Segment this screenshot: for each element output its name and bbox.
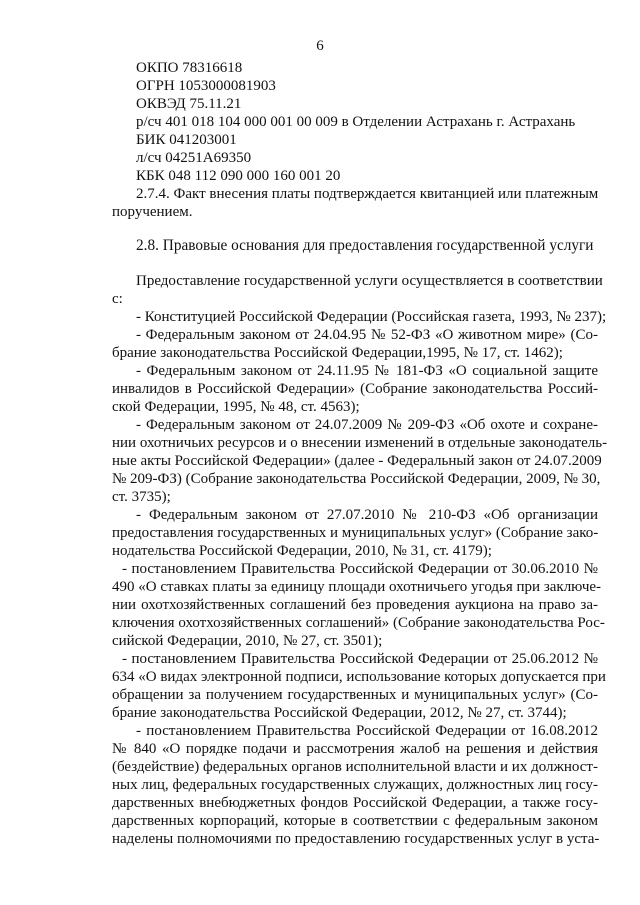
intro-line: Предоставление государственной услуги осуществляется в соответствии [136,273,603,289]
legal-item-line: брание законодательства Российской Федерации,1995, № 17, ст. 1462); [112,345,563,361]
legal-item-line: - Федеральным законом от 24.04.95 № 52-ФЗ «О животном мире» (Со- [136,327,598,343]
legal-item-line: нии охотхозяйственных соглашений без проведения аукциона на право за- [112,597,598,613]
page-number: 6 [316,38,324,54]
legal-item-line: обращении за получением государственных и муниципальных услуг» (Со- [112,687,598,703]
legal-item-line: ст. 3735); [112,489,171,505]
legal-item-line: - постановлением Правительства Российской Федерации от 30.06.2010 № [122,561,598,577]
clause-text-line: 2.7.4. Факт внесения платы подтверждается квитанцией или платежным [136,186,599,202]
legal-item-line: нодательства Российской Федерации, 2010, № 31, ст. 4179); [112,543,492,559]
requisite-okpo: ОКПО 78316618 [136,60,243,76]
legal-item-line: № 840 «О порядке подачи и рассмотрения жалоб на решения и действия [112,741,598,757]
legal-item-line: ные акты Российской Федерации» (далее - Федеральный закон от 24.07.2009 [112,453,602,469]
legal-item-line: предоставления государственных и муниципальных услуг» (Собрание зако- [112,525,599,541]
legal-item-line: - Федеральным законом от 24.11.95 № 181-ФЗ «О социальной защите [136,363,598,379]
legal-item-line: - Федеральным законом от 27.07.2010 № 210-ФЗ «Об организации [136,507,598,523]
requisite-ogrn: ОГРН 1053000081903 [136,78,276,94]
legal-item-line: сийской Федерации, 2010, № 27, ст. 3501); [112,633,383,649]
legal-item-line: - постановлением Правительства Российской Федерации от 16.08.2012 [136,723,598,739]
legal-item-line: инвалидов в Российской Федерации» (Собрание законодательства Россий- [112,381,598,397]
clause-text-line: поручением. [112,204,193,220]
legal-item-line: - постановлением Правительства Российской Федерации от 25.06.2012 № [122,651,598,667]
legal-item-line: дарственных корпораций, которые в соответствии с федеральным законом [112,813,598,829]
requisite-personal-account: л/сч 04251А69350 [136,150,252,166]
requisite-account: р/сч 401 018 104 000 001 00 009 в Отделении Астрахань г. Астрахань [136,114,576,130]
legal-item-line: № 209-ФЗ) (Собрание законодательства Российской Федерации, 2009, № 30, [112,471,601,487]
legal-item-line: 490 «О ставках платы за единицу площади охотничьего угодья при заключе- [112,579,602,595]
legal-item-line: ской Федерации, 1995, № 48, ст. 4563); [112,399,360,415]
legal-item-line: нии охотничьих ресурсов и о внесении изменений в отдельные законодатель- [112,435,608,451]
legal-item-line: ключения охотхозяйственных соглашений» (Собрание законодательства Рос- [112,615,605,631]
requisite-okved: ОКВЭД 75.11.21 [136,96,242,112]
requisite-bik: БИК 041203001 [136,132,237,148]
legal-item-line: ных лиц, федеральных государственных служащих, должностных лиц госу- [112,777,598,793]
legal-item-line: наделены полномочиями по предоставлению государственных услуг в уста- [112,831,600,847]
legal-item-line: брание законодательства Российской Федерации, 2012, № 27, ст. 3744); [112,705,567,721]
legal-item-line: 634 «О видах электронной подписи, использование которых допускается при [112,669,606,685]
legal-item-line: - Федеральным законом от 24.07.2009 № 209-ФЗ «Об охоте и сохране- [136,417,598,433]
legal-item-line: (бездействие) федеральных органов исполнительной власти и их должност- [112,759,598,775]
legal-item-line: - Конституцией Российской Федерации (Российская газета, 1993, № 237); [136,309,607,325]
requisite-kbk: КБК 048 112 090 000 160 001 20 [136,168,341,184]
section-heading: 2.8. Правовые основания для предоставления государственной услуги [136,237,594,254]
legal-item-line: дарственных внебюджетных фондов Российской Федерации, а также госу- [112,795,598,811]
intro-line: с: [112,291,123,307]
